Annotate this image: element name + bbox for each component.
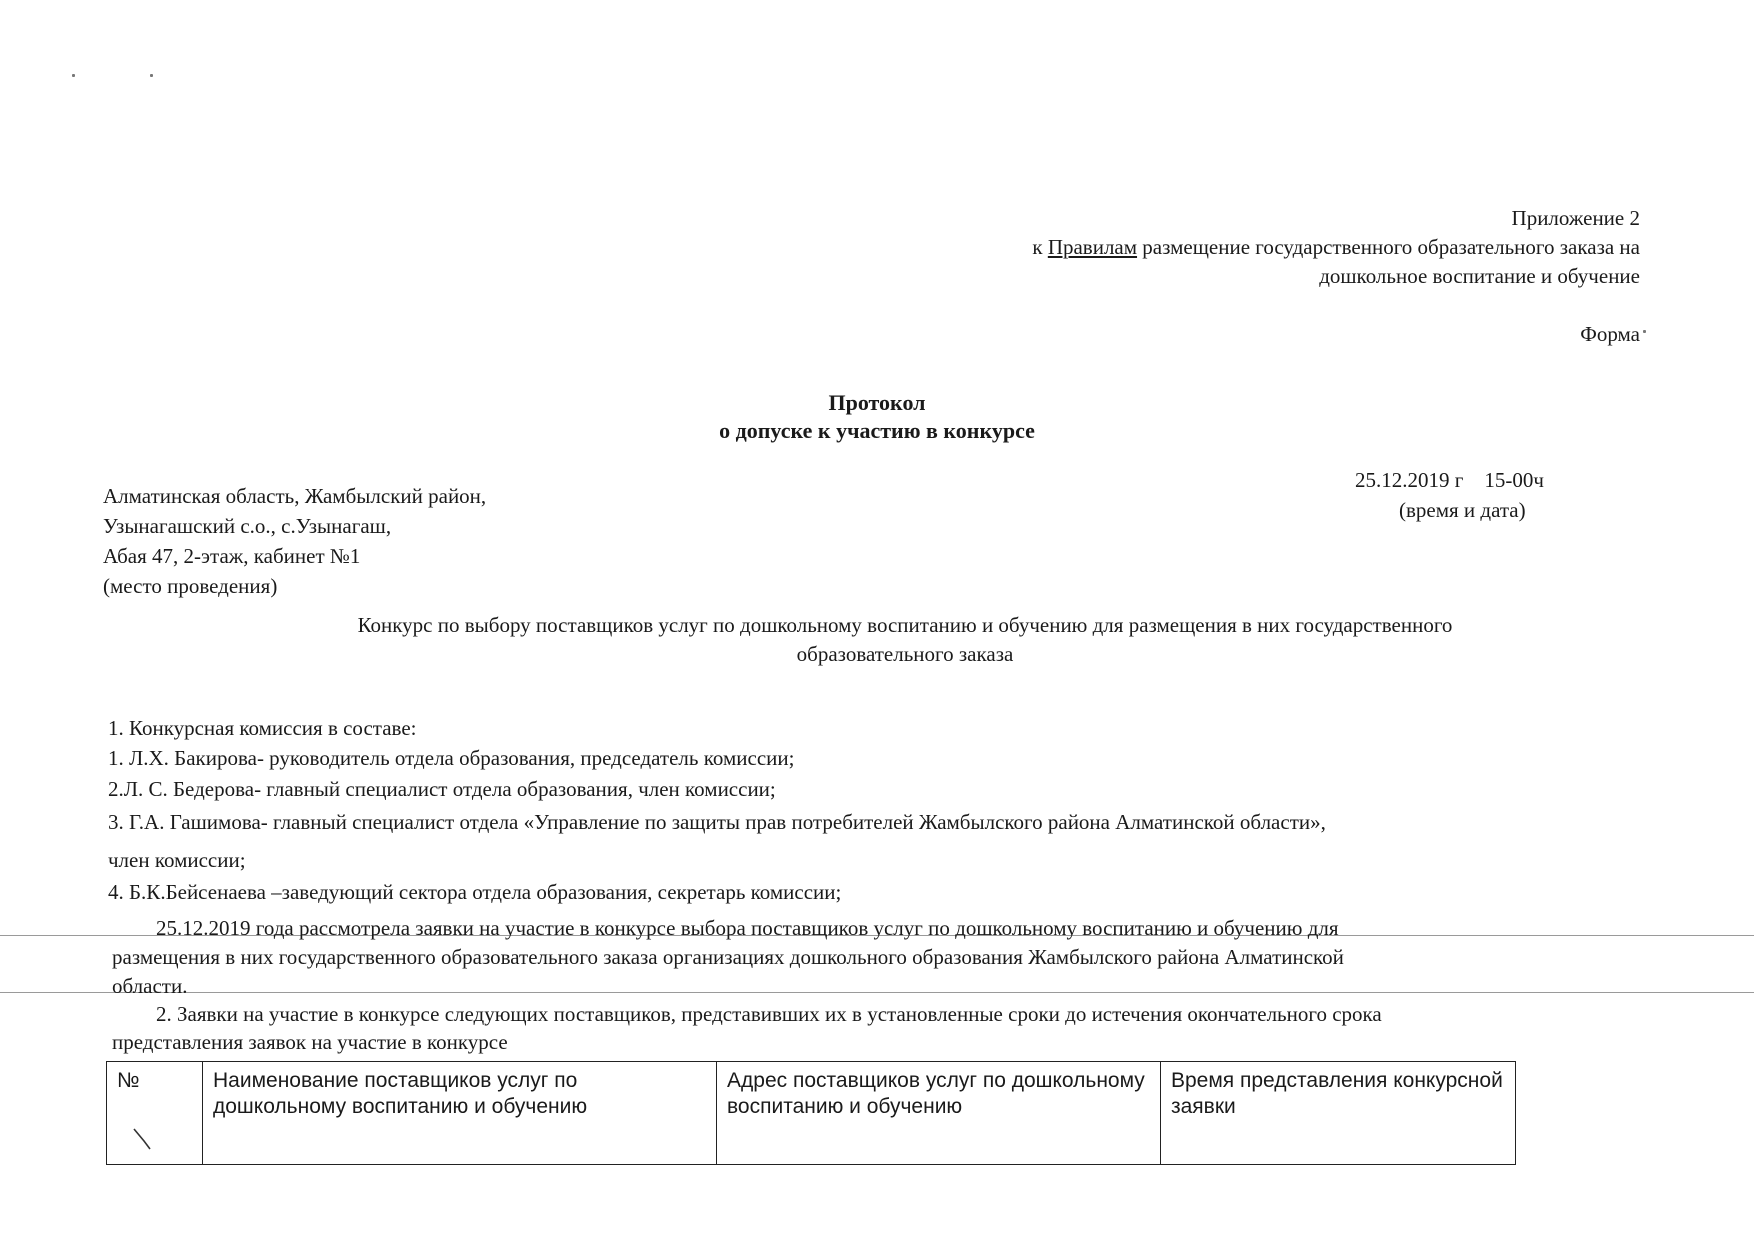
scan-speck — [1643, 330, 1646, 333]
scan-line — [0, 992, 1754, 993]
rules-link[interactable]: Правилам — [1047, 235, 1138, 259]
place-line: Узынагашский с.о., с.Узынагаш, — [103, 514, 392, 538]
appendix-number: Приложение 2 — [1511, 206, 1640, 230]
contest-line-1: Конкурс по выбору поставщиков услуг по дошкольному воспитанию и обучению для размещения в них государственного — [357, 613, 1453, 637]
review-line: области. — [112, 974, 188, 998]
review-line: размещения в них государственного образовательного заказа организациях дошкольного образования Жамбылского района Алматинской — [112, 945, 1344, 969]
commission-heading: 1. Конкурсная комиссия в составе: — [108, 716, 417, 740]
title-line-1: Протокол — [828, 390, 926, 415]
meeting-datetime: 25.12.2019 г 15-00ч — [1355, 468, 1544, 492]
meeting-place — [103, 484, 486, 604]
commission-member: 2.Л. С. Бедерова- главный специалист отдела образования, член комиссии; — [108, 777, 776, 801]
place-line: Абая 47, 2-этаж, кабинет №1 — [103, 544, 361, 568]
form-label: Форма — [1580, 322, 1640, 346]
document-title — [0, 390, 1754, 446]
review-line: 25.12.2019 года рассмотрела заявки на участие в конкурсе выбора поставщиков услуг по дошкольному воспитанию и обучению для — [156, 916, 1339, 940]
contest-heading — [190, 613, 1620, 671]
column-header-supplier-name: Наименование поставщиков услуг по дошкольному воспитанию и обучению — [203, 1062, 717, 1165]
appendix-header — [840, 206, 1640, 293]
commission-member: 1. Л.Х. Бакирова- руководитель отдела образования, председатель комиссии; — [108, 746, 795, 770]
column-header-submission-time: Время представления конкурсной заявки — [1161, 1062, 1516, 1165]
place-line: (место проведения) — [103, 574, 278, 598]
applications-line: представления заявок на участие в конкурсе — [112, 1030, 508, 1054]
appendix-subject-line: дошкольное воспитание и обучение — [1319, 264, 1640, 288]
scan-speck — [72, 74, 75, 77]
place-line: Алматинская область, Жамбылский район, — [103, 484, 487, 508]
column-header-supplier-address: Адрес поставщиков услуг по дошкольному воспитанию и обучению — [717, 1062, 1161, 1165]
scan-speck — [150, 74, 153, 77]
table-header-row — [107, 1062, 1516, 1165]
appendix-rules-line: к Правилам размещение государственного образательного заказа на — [1032, 235, 1640, 259]
pen-mark-icon — [132, 1127, 154, 1151]
commission-member: 4. Б.К.Бейсенаева –заведующий сектора отдела образования, секретарь комиссии; — [108, 880, 842, 904]
commission-member: член комиссии; — [108, 848, 246, 872]
commission-member: 3. Г.А. Гашимова- главный специалист отдела «Управление по защиты прав потребителей Жамбылского района Алматинской области», — [108, 810, 1326, 834]
contest-line-2: образовательного заказа — [796, 642, 1014, 666]
suppliers-table — [106, 1061, 1516, 1165]
title-line-2: о допуске к участию в конкурсе — [719, 418, 1035, 443]
column-header-number: № — [107, 1062, 203, 1165]
applications-line: 2. Заявки на участие в конкурсе следующих поставщиков, представивших их в установленные сроки до истечения окончательного срока — [156, 1002, 1382, 1026]
meeting-datetime-note: (время и дата) — [1399, 498, 1526, 522]
